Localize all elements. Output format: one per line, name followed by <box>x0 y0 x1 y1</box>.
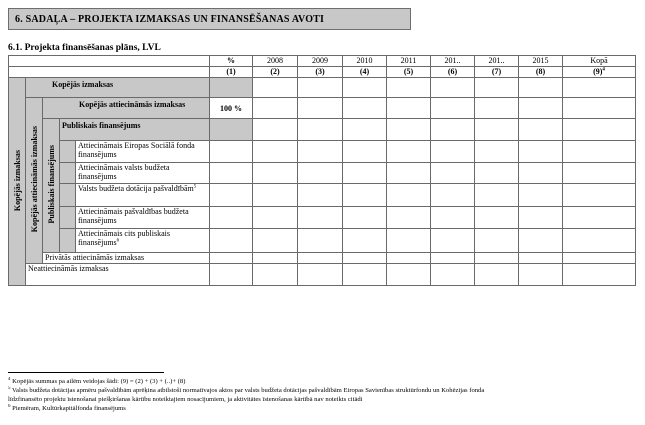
vertical-label-public-funding <box>43 119 60 253</box>
col-header-2: 2008 <box>253 56 298 67</box>
footnote-mark: 6 <box>8 404 11 409</box>
vertical-text-public-funding: Publiskais finansējums <box>46 145 56 224</box>
footnote-text: Kopējās summas pa ailēm veidojas šādi: (9) = (2) + (3) + (..)+ (8) <box>12 378 186 385</box>
cell <box>253 98 298 119</box>
cell <box>519 78 563 98</box>
vertical-text-total-costs: Kopējās izmaksas <box>12 149 22 212</box>
spacer-cell <box>60 207 76 229</box>
cell <box>253 264 298 286</box>
label-state-budget: Attiecināmais valsts budžeta finansējums <box>76 163 210 184</box>
cell <box>387 119 431 141</box>
col-num-4: (4) <box>343 67 387 78</box>
cell <box>519 184 563 207</box>
footnote-6 <box>8 404 638 413</box>
section-header <box>8 8 411 30</box>
col-num-8: (8) <box>519 67 563 78</box>
cell <box>431 229 475 253</box>
footnote-separator <box>8 372 164 373</box>
col-header-9: Kopā <box>563 56 636 67</box>
cell <box>343 253 387 264</box>
label-non-eligible: Neattiecināmās izmaksas <box>26 264 210 286</box>
cell <box>563 184 636 207</box>
cell <box>253 184 298 207</box>
cell <box>475 184 519 207</box>
vertical-label-total-costs <box>9 78 26 286</box>
cell <box>298 184 343 207</box>
cell <box>475 78 519 98</box>
row-eligible-costs <box>9 98 636 119</box>
cell <box>431 98 475 119</box>
footnote-mark: 5 <box>8 386 11 391</box>
footnote-5 <box>8 386 638 395</box>
cell <box>431 253 475 264</box>
cell <box>253 141 298 163</box>
cell <box>253 207 298 229</box>
label-private-text: Privātās attiecināmās izmaksas <box>45 253 145 262</box>
cell <box>563 98 636 119</box>
cell <box>298 229 343 253</box>
cell <box>210 207 253 229</box>
label-eligible-costs: Kopējās attiecināmās izmaksas <box>43 98 210 119</box>
cell <box>298 163 343 184</box>
cell <box>343 229 387 253</box>
vertical-text-eligible-costs: Kopējās attiecināmās izmaksas <box>29 126 39 233</box>
row-state-grant <box>9 184 636 207</box>
cell <box>475 229 519 253</box>
col-header-6: 201.. <box>431 56 475 67</box>
header-blank <box>9 56 210 67</box>
cell <box>519 229 563 253</box>
cell <box>387 229 431 253</box>
cell <box>475 141 519 163</box>
row-total-costs <box>9 78 636 98</box>
cell <box>431 119 475 141</box>
row-other-public <box>9 229 636 253</box>
cell <box>519 119 563 141</box>
col-num-1: (1) <box>210 67 253 78</box>
cell <box>563 264 636 286</box>
cell <box>519 207 563 229</box>
cell <box>343 184 387 207</box>
label-esf: Attiecināmais Eiropas Sociālā fonda finansējums <box>76 141 210 163</box>
header-blank-2 <box>9 67 210 78</box>
cell-total-pct <box>210 78 253 98</box>
subsection-title: 6.1. Projekta finansēšanas plāns, LVL <box>8 43 161 53</box>
footnote-mark: 4 <box>8 377 11 382</box>
col-header-4: 2010 <box>343 56 387 67</box>
cell <box>253 78 298 98</box>
cell <box>431 184 475 207</box>
cell <box>431 141 475 163</box>
cell <box>210 163 253 184</box>
cell <box>431 264 475 286</box>
cell <box>298 98 343 119</box>
cell <box>563 163 636 184</box>
cell <box>519 163 563 184</box>
cell <box>298 264 343 286</box>
cell <box>210 141 253 163</box>
cell <box>563 78 636 98</box>
cell <box>387 163 431 184</box>
section-title: 6. SADAĻA – PROJEKTA IZMAKSAS UN FINANSĒŠANAS AVOTI <box>15 14 325 25</box>
cell <box>343 163 387 184</box>
cell <box>475 253 519 264</box>
cell <box>298 141 343 163</box>
cell <box>475 119 519 141</box>
cell <box>563 229 636 253</box>
cell <box>343 78 387 98</box>
cell <box>475 207 519 229</box>
cell <box>210 253 253 264</box>
header-row-numbers <box>9 67 636 78</box>
cell-eligible-pct: 100 % <box>210 98 253 119</box>
spacer-cell <box>60 141 76 163</box>
footnote-ref-6: 6 <box>116 238 120 244</box>
row-public-funding <box>9 119 636 141</box>
label-other-public <box>76 229 210 253</box>
cell <box>387 207 431 229</box>
cell <box>210 264 253 286</box>
row-esf <box>9 141 636 163</box>
row-state-budget <box>9 163 636 184</box>
cell <box>519 98 563 119</box>
label-total-costs: Kopējās izmaksas <box>26 78 210 98</box>
cell <box>519 264 563 286</box>
cell-public-pct <box>210 119 253 141</box>
footnote-text: līdzfinansēto projektu īstenošanai piešķiršanas kārtību noteiktajiem nosacījumiem, ja aktivitātes īstenošanas kārtībā nav noteikts citādi <box>8 396 363 403</box>
cell <box>210 229 253 253</box>
cell <box>519 141 563 163</box>
col-num-3: (3) <box>298 67 343 78</box>
cell <box>563 141 636 163</box>
cell <box>253 119 298 141</box>
row-non-eligible <box>9 264 636 286</box>
col-header-3: 2009 <box>298 56 343 67</box>
cell <box>431 163 475 184</box>
col-num-9-text: (9) <box>593 67 603 76</box>
col-header-1: % <box>210 56 253 67</box>
label-municipal: Attiecināmais pašvaldības budžeta finansējums <box>76 207 210 229</box>
col-header-8: 2015 <box>519 56 563 67</box>
col-header-5: 2011 <box>387 56 431 67</box>
col-header-7: 201.. <box>475 56 519 67</box>
cell <box>431 78 475 98</box>
cell <box>210 184 253 207</box>
col-num-5: (5) <box>387 67 431 78</box>
cell <box>298 253 343 264</box>
cell <box>431 207 475 229</box>
vertical-label-eligible-costs <box>26 98 43 264</box>
spacer-cell <box>60 163 76 184</box>
cell <box>563 207 636 229</box>
spacer-cell <box>60 229 76 253</box>
cell <box>475 98 519 119</box>
cell <box>253 163 298 184</box>
cell <box>343 264 387 286</box>
cell <box>343 119 387 141</box>
col-num-9 <box>563 67 636 78</box>
footnote-4 <box>8 377 638 386</box>
footnote-ref-5: 5 <box>193 184 197 190</box>
cell <box>563 253 636 264</box>
cell <box>387 184 431 207</box>
cell <box>387 98 431 119</box>
footnote-ref-4: 4 <box>602 67 605 73</box>
cell <box>563 119 636 141</box>
cell <box>253 253 298 264</box>
label-state-grant-text: Valsts budžeta dotācija pašvaldībām <box>78 184 194 193</box>
cell <box>387 253 431 264</box>
label-state-grant <box>76 184 210 207</box>
footnotes <box>8 377 638 413</box>
label-other-public-text: Attiecināmais cits publiskais finansējums <box>78 229 170 247</box>
cell <box>387 264 431 286</box>
cell <box>475 163 519 184</box>
cell <box>519 253 563 264</box>
cell <box>298 78 343 98</box>
cell <box>298 207 343 229</box>
col-num-6: (6) <box>431 67 475 78</box>
row-private <box>9 253 636 264</box>
cell <box>475 264 519 286</box>
cell <box>387 141 431 163</box>
header-row-labels <box>9 56 636 67</box>
col-num-7: (7) <box>475 67 519 78</box>
cell <box>253 229 298 253</box>
spacer-cell <box>60 184 76 207</box>
cell <box>298 119 343 141</box>
cell <box>343 141 387 163</box>
cell <box>387 78 431 98</box>
row-municipal <box>9 207 636 229</box>
label-public-funding: Publiskais finansējums <box>60 119 210 141</box>
footnote-text: Piemēram, Kultūrkapitālfonda finansējums <box>12 405 126 412</box>
cell <box>343 207 387 229</box>
footnote-5-cont <box>8 395 638 404</box>
col-num-2: (2) <box>253 67 298 78</box>
footnote-text: Valsts budžeta dotācijas apmēru pašvaldībām aprēķina atbilstoši normatīvajos aktos par valsts budžeta dotācijas pašvaldībām Eiropas Savienības struktūrfondu un Kohēzijas fonda <box>12 387 485 394</box>
cell <box>343 98 387 119</box>
label-private <box>43 253 210 264</box>
financing-plan-table <box>8 55 636 286</box>
